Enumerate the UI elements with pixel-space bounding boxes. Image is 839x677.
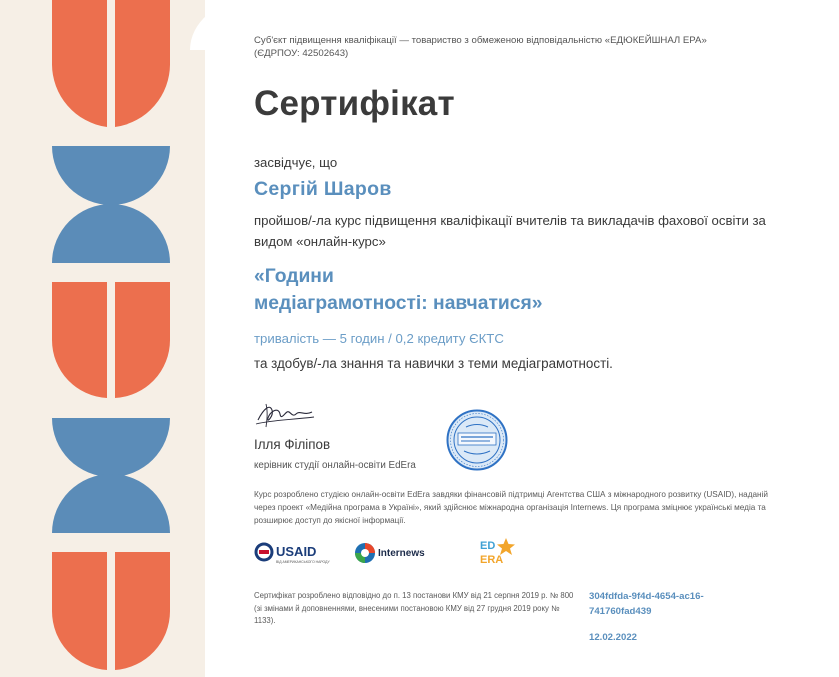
recipient-name: Сергій Шаров: [254, 178, 392, 200]
official-seal-stamp: [446, 409, 508, 471]
skills-acquired-text: та здобув/-ла знання та навички з теми медіаграмотності.: [254, 356, 613, 371]
certificate-title: Сертифікат: [254, 84, 455, 123]
provider-statement: Суб'єкт підвищення кваліфікації — товариство з обмеженою відповідальністю «ЕДЮКЕЙШНАЛ ЕРА» (ЄДРПОУ: 42502643): [254, 35, 707, 59]
course-title: [254, 263, 774, 317]
course-title-line-2: медіаграмотності: навчатися»: [254, 293, 543, 314]
edera-logo-top: ED: [480, 540, 496, 552]
completion-statement: пройшов/-ла курс підвищення кваліфікації вчителів та викладачів фахової освіти за видом «онлайн-курс»: [254, 213, 766, 249]
signature-image: [254, 400, 316, 430]
orange-pattern-bottom: [52, 552, 170, 670]
certificate-id: 304fdfda-9f4d-4654-ac16-741760fad439: [589, 591, 704, 617]
blue-pattern-1: [52, 146, 170, 263]
internews-logo-text: Internews: [378, 548, 425, 559]
edera-logo-bottom: ERA: [480, 554, 504, 566]
decorative-half-circles: [52, 0, 170, 677]
orange-pattern-middle: [52, 282, 170, 398]
orange-pattern-top: [52, 0, 170, 127]
signer-role: керівник студії онлайн-освіти EdEra: [254, 460, 416, 471]
usaid-logo-subtext: ВІД АМЕРИКАНСЬКОГО НАРОДУ: [276, 560, 330, 564]
funding-note: Курс розроблено студією онлайн-освіти EdEra завдяки фінансовій підтримці Агентства США з міжнародного розвитку (USAID), наданій через проект «Медійна програма в Україні», який здійснює міжнародна організація Internews. Ця програма зміцнює українські медіа та розширює доступ до якісної інформації.: [254, 490, 768, 525]
course-title-line-1: «Години: [254, 266, 334, 287]
usaid-logo: [254, 541, 330, 565]
blue-pattern-2: [52, 418, 170, 533]
legal-basis-note: Сертифікат розроблено відповідно до п. 13 постанови КМУ від 21 серпня 2019 р. № 800 (зі змінами й доповненнями, внесеними постановою КМУ від 27 грудня 2019 року № 1133).: [254, 591, 574, 625]
edera-logo: [478, 536, 518, 568]
internews-logo: [355, 542, 430, 564]
course-duration: тривалість — 5 годин / 0,2 кредиту ЄКТС: [254, 331, 504, 346]
signer-name: Ілля Філіпов: [254, 437, 331, 452]
certificate-date: 12.02.2022: [589, 632, 638, 643]
usaid-logo-text: USAID: [276, 544, 317, 559]
certifies-text: засвідчує, що: [254, 155, 338, 170]
